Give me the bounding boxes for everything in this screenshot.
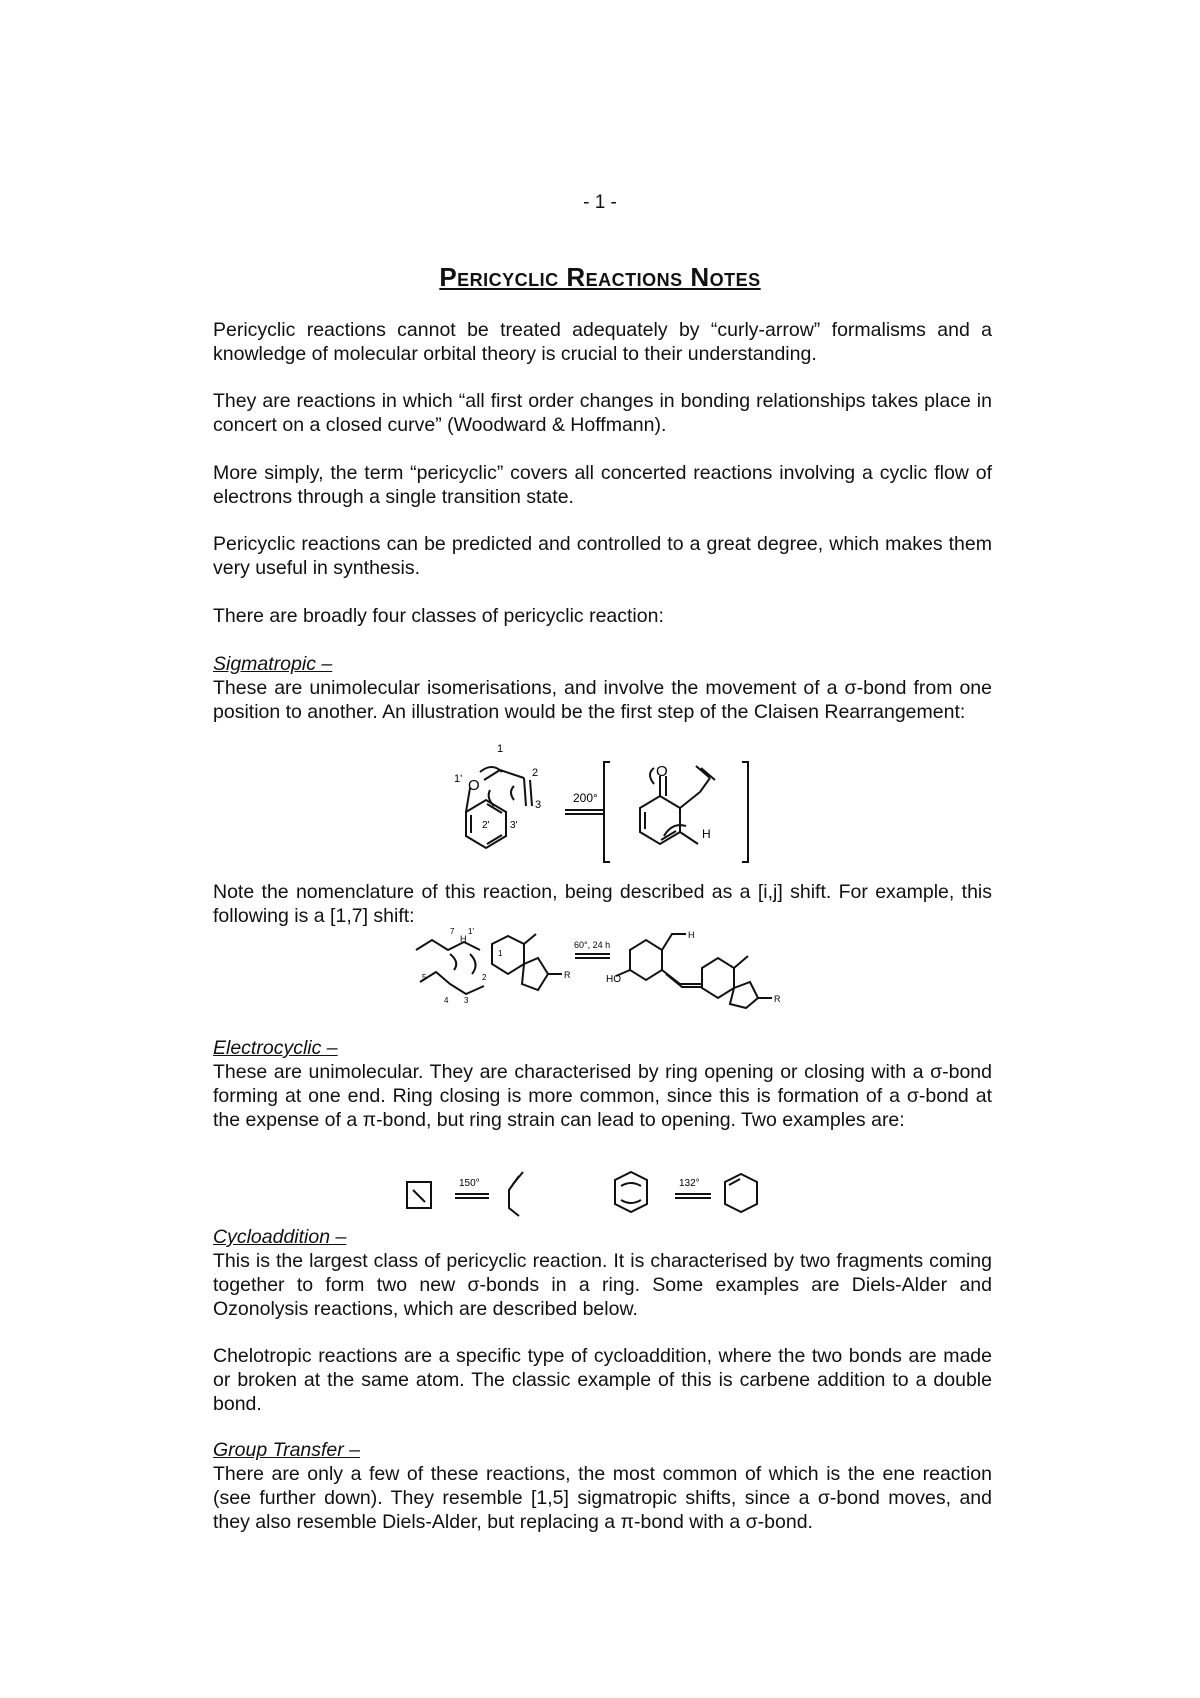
claisen-label-1p: 1': [454, 773, 463, 785]
page-title: Pericyclic Reactions Notes: [439, 262, 761, 292]
sigmatropic-note: Note the nomenclature of this reaction, being described as a [i,j] shift. For example, this following is a [1,7] shift:: [213, 881, 992, 927]
claisen-label-2p: 2': [482, 820, 490, 831]
shift-17-figure: [410, 928, 800, 1008]
electrocyclic-text: These are unimolecular. They are characterised by ring opening or closing with a σ-bond forming at one end. Ring closing is more common, since this is formation of a σ-bond at the expense of a π-bond, but ring strain can lead to opening. Two examples are:: [213, 1061, 992, 1131]
group-transfer-text: There are only a few of these reactions, the most common of which is the ene reaction (see further down). They resemble [1,5] sigmatropic shifts, since a σ-bond moves, and they also resemble Diels-Alder, but replacing a π-bond with a σ-bond.: [213, 1463, 992, 1533]
shift17-atom-h: H: [460, 934, 467, 944]
intro-paragraph-3: More simply, the term “pericyclic” covers all concerted reactions involving a cyclic flow of electrons through a single transition state.: [213, 462, 992, 508]
electrocyclic-figure: [395, 1160, 815, 1222]
claisen-label-3p: 3': [510, 820, 518, 831]
shift17-r: R: [564, 970, 571, 980]
shift17-label-7: 7: [450, 927, 455, 936]
shift17-label-1p: 1': [468, 927, 474, 936]
intro-paragraph-1: Pericyclic reactions cannot be treated adequately by “curly-arrow” formalisms and a knowledge of molecular orbital theory is crucial to their understanding.: [213, 319, 992, 365]
cycloaddition-heading: Cycloaddition –: [213, 1226, 347, 1248]
claisen-atom-h: H: [702, 827, 711, 841]
cycloaddition-text: This is the largest class of pericyclic reaction. It is characterised by two fragments coming together to form two new σ-bonds in a ring. Some examples are Diels-Alder and Ozonolysis reactions, which are described below.: [213, 1250, 992, 1320]
shift17-label-3: 3: [464, 996, 469, 1005]
electrocyclic-condition-2: 132°: [679, 1178, 700, 1189]
claisen-rearrangement-figure: [440, 740, 760, 875]
shift17-ho: HO: [606, 974, 621, 985]
shift17-label-5: 5: [422, 973, 427, 982]
shift17-r2: R: [774, 994, 781, 1004]
claisen-condition: 200°: [573, 791, 598, 805]
shift17-label-2: 2: [482, 973, 487, 982]
intro-paragraph-2: They are reactions in which “all first order changes in bonding relationships takes place in concert on a closed curve” (Woodward & Hoffmann).: [213, 390, 992, 436]
claisen-atom-o2: O: [656, 763, 668, 780]
claisen-label-2: 2: [532, 767, 539, 779]
shift17-h2: H: [688, 930, 695, 940]
claisen-atom-o: O: [468, 777, 480, 794]
group-transfer-heading: Group Transfer –: [213, 1439, 361, 1461]
sigmatropic-text: These are unimolecular isomerisations, and involve the movement of a σ-bond from one position to another. An illustration would be the first step of the Claisen Rearrangement:: [213, 677, 992, 723]
electrocyclic-condition-1: 150°: [459, 1178, 480, 1189]
chelotropic-text: Chelotropic reactions are a specific type of cycloaddition, where the two bonds are made or broken at the same atom. The classic example of this is carbene addition to a double bond.: [213, 1345, 992, 1415]
shift17-condition: 60°, 24 h: [574, 940, 611, 950]
page-number: - 1 -: [583, 192, 617, 213]
sigmatropic-heading: Sigmatropic –: [213, 653, 333, 675]
intro-paragraph-4: Pericyclic reactions can be predicted and controlled to a great degree, which makes them very useful in synthesis.: [213, 533, 992, 579]
shift17-label-1: 1: [498, 949, 503, 958]
intro-paragraph-5: There are broadly four classes of pericyclic reaction:: [213, 605, 664, 627]
electrocyclic-heading: Electrocyclic –: [213, 1037, 338, 1059]
claisen-label-3: 3: [535, 799, 542, 811]
shift17-label-4: 4: [444, 996, 449, 1005]
claisen-label-1: 1: [497, 743, 504, 755]
